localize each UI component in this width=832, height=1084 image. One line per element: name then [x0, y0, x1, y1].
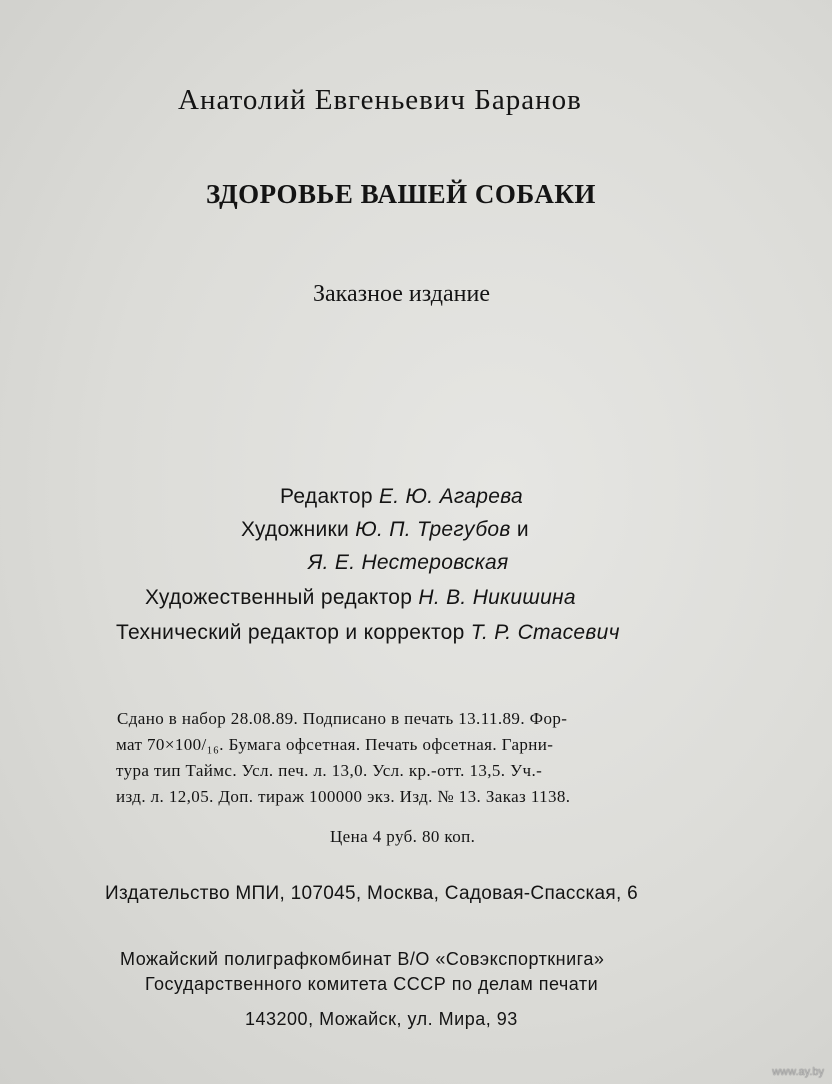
book-title: ЗДОРОВЬЕ ВАШЕЙ СОБАКИ — [206, 179, 596, 209]
imprint-line: Сдано в набор 28.08.89. Подписано в печать 13.11.89. Фор- — [117, 709, 568, 728]
printer-line: Можайский полиграфкомбинат В/О «Совэкспорткнига» — [120, 949, 605, 969]
imprint-line: изд. л. 12,05. Доп. тираж 100000 экз. Изд. № 13. Заказ 1138. — [116, 787, 571, 806]
credit-person: Я. Е. Нестеровская — [308, 551, 509, 574]
credit-art-editor — [145, 587, 576, 608]
author-name: Анатолий Евгеньевич Баранов — [178, 84, 582, 116]
credit-artist-2 — [308, 552, 509, 573]
credit-artists — [241, 519, 529, 540]
edition-label: Заказное издание — [313, 281, 490, 307]
credit-person: Н. В. Никишина — [418, 586, 576, 609]
credit-person: Е. Ю. Агарева — [378, 485, 524, 508]
credit-person: Т. Р. Стасевич — [470, 621, 620, 644]
credit-role: Художники — [241, 518, 350, 541]
publisher-line: Издательство МПИ, 107045, Москва, Садовая-Спасская, 6 — [105, 883, 639, 904]
credit-tech-editor — [116, 622, 620, 643]
imprint-line: тура тип Таймс. Усл. печ. л. 13,0. Усл. кр.-отт. 13,5. Уч.- — [116, 761, 543, 780]
credit-conjunction: и — [516, 518, 529, 541]
credit-person: Ю. П. Трегубов — [355, 518, 511, 541]
printer-line: 143200, Можайск, ул. Мира, 93 — [245, 1009, 518, 1029]
credit-editor — [280, 486, 523, 507]
credit-role: Технический редактор и корректор — [116, 621, 465, 644]
watermark: www.ay.by — [772, 1066, 824, 1078]
credit-role: Редактор — [280, 485, 373, 508]
credit-role: Художественный редактор — [145, 586, 413, 609]
printer-line: Государственного комитета СССР по делам печати — [145, 974, 599, 994]
imprint-line: мат 70×100/₁₆. Бумага офсетная. Печать офсетная. Гарни- — [116, 735, 554, 754]
price-line: Цена 4 руб. 80 коп. — [330, 827, 476, 846]
